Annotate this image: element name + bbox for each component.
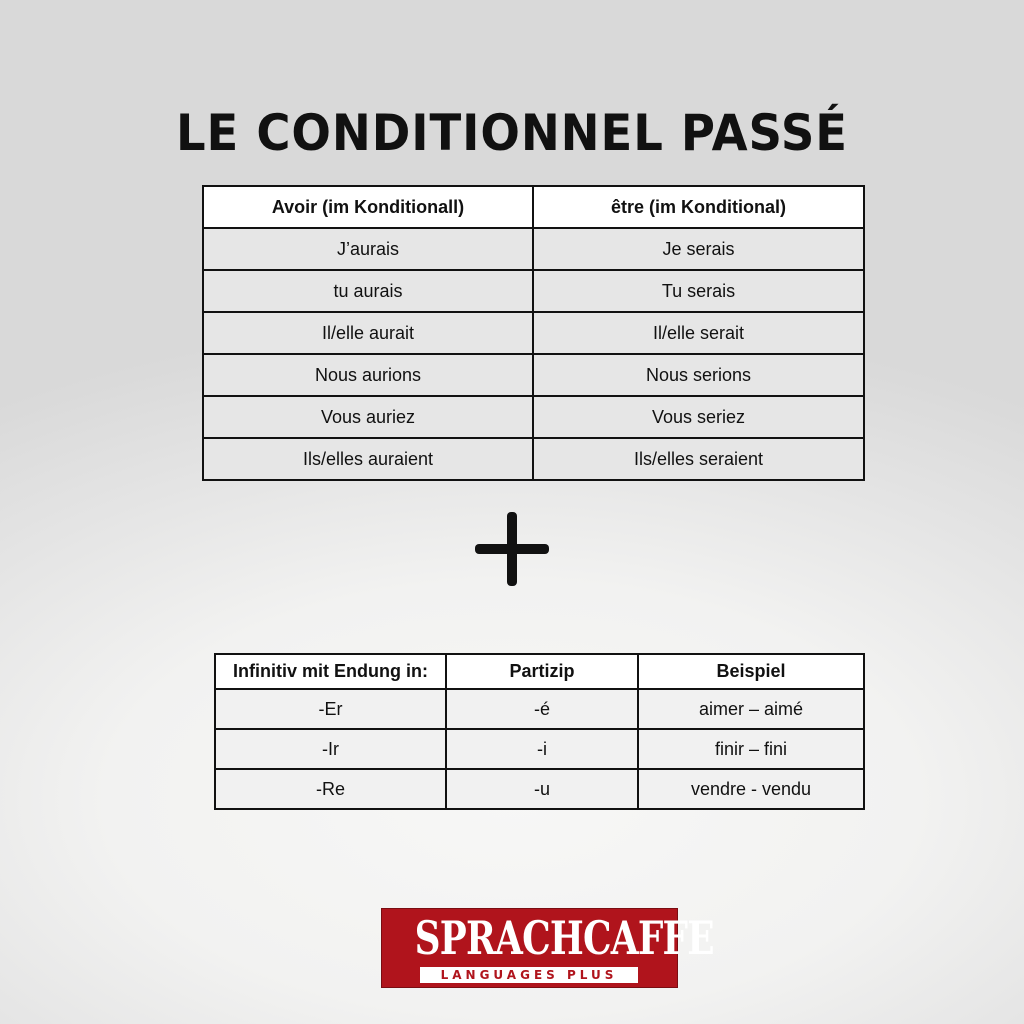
table-cell: Vous auriez: [203, 396, 533, 438]
auxiliary-verb-table: [202, 185, 865, 481]
table-cell: -Ir: [215, 729, 446, 769]
table-cell: aimer – aimé: [638, 689, 864, 729]
table-cell: -é: [446, 689, 638, 729]
table-cell: Ils/elles auraient: [203, 438, 533, 480]
table-cell: Tu serais: [533, 270, 864, 312]
table-header-row: [215, 654, 864, 689]
table-row: [203, 312, 864, 354]
table-cell: -i: [446, 729, 638, 769]
table-cell: -Er: [215, 689, 446, 729]
table-cell: vendre - vendu: [638, 769, 864, 809]
sprachcaffe-logo: [381, 908, 714, 988]
table-cell: J’aurais: [203, 228, 533, 270]
table-row: [215, 729, 864, 769]
table-cell: Je serais: [533, 228, 864, 270]
column-header-etre: être (im Konditional): [533, 186, 864, 228]
table-row: [203, 396, 864, 438]
table-row: [203, 270, 864, 312]
table-header-row: [203, 186, 864, 228]
table-cell: Il/elle serait: [533, 312, 864, 354]
table-cell: tu aurais: [203, 270, 533, 312]
table-cell: Vous seriez: [533, 396, 864, 438]
plus-icon: [475, 512, 549, 586]
table-cell: -u: [446, 769, 638, 809]
column-header-example: Beispiel: [638, 654, 864, 689]
participle-table: [214, 653, 865, 810]
column-header-avoir: Avoir (im Konditionall): [203, 186, 533, 228]
table-cell: -Re: [215, 769, 446, 809]
table-row: [215, 689, 864, 729]
table-cell: Nous aurions: [203, 354, 533, 396]
page-title: LE CONDITIONNEL PASSÉ: [175, 104, 849, 162]
column-header-infinitive: Infinitiv mit Endung in:: [215, 654, 446, 689]
table-row: [203, 228, 864, 270]
table-cell: finir – fini: [638, 729, 864, 769]
table-row: [203, 438, 864, 480]
plus-icon-vertical-bar: [507, 512, 517, 586]
table-cell: Il/elle aurait: [203, 312, 533, 354]
logo-wordmark: SPRACHCAFFE: [414, 911, 714, 965]
table-row: [203, 354, 864, 396]
logo-tagline: LANGUAGES PLUS: [440, 968, 618, 982]
table-row: [215, 769, 864, 809]
table-cell: Nous serions: [533, 354, 864, 396]
table-cell: Ils/elles seraient: [533, 438, 864, 480]
column-header-participle: Partizip: [446, 654, 638, 689]
